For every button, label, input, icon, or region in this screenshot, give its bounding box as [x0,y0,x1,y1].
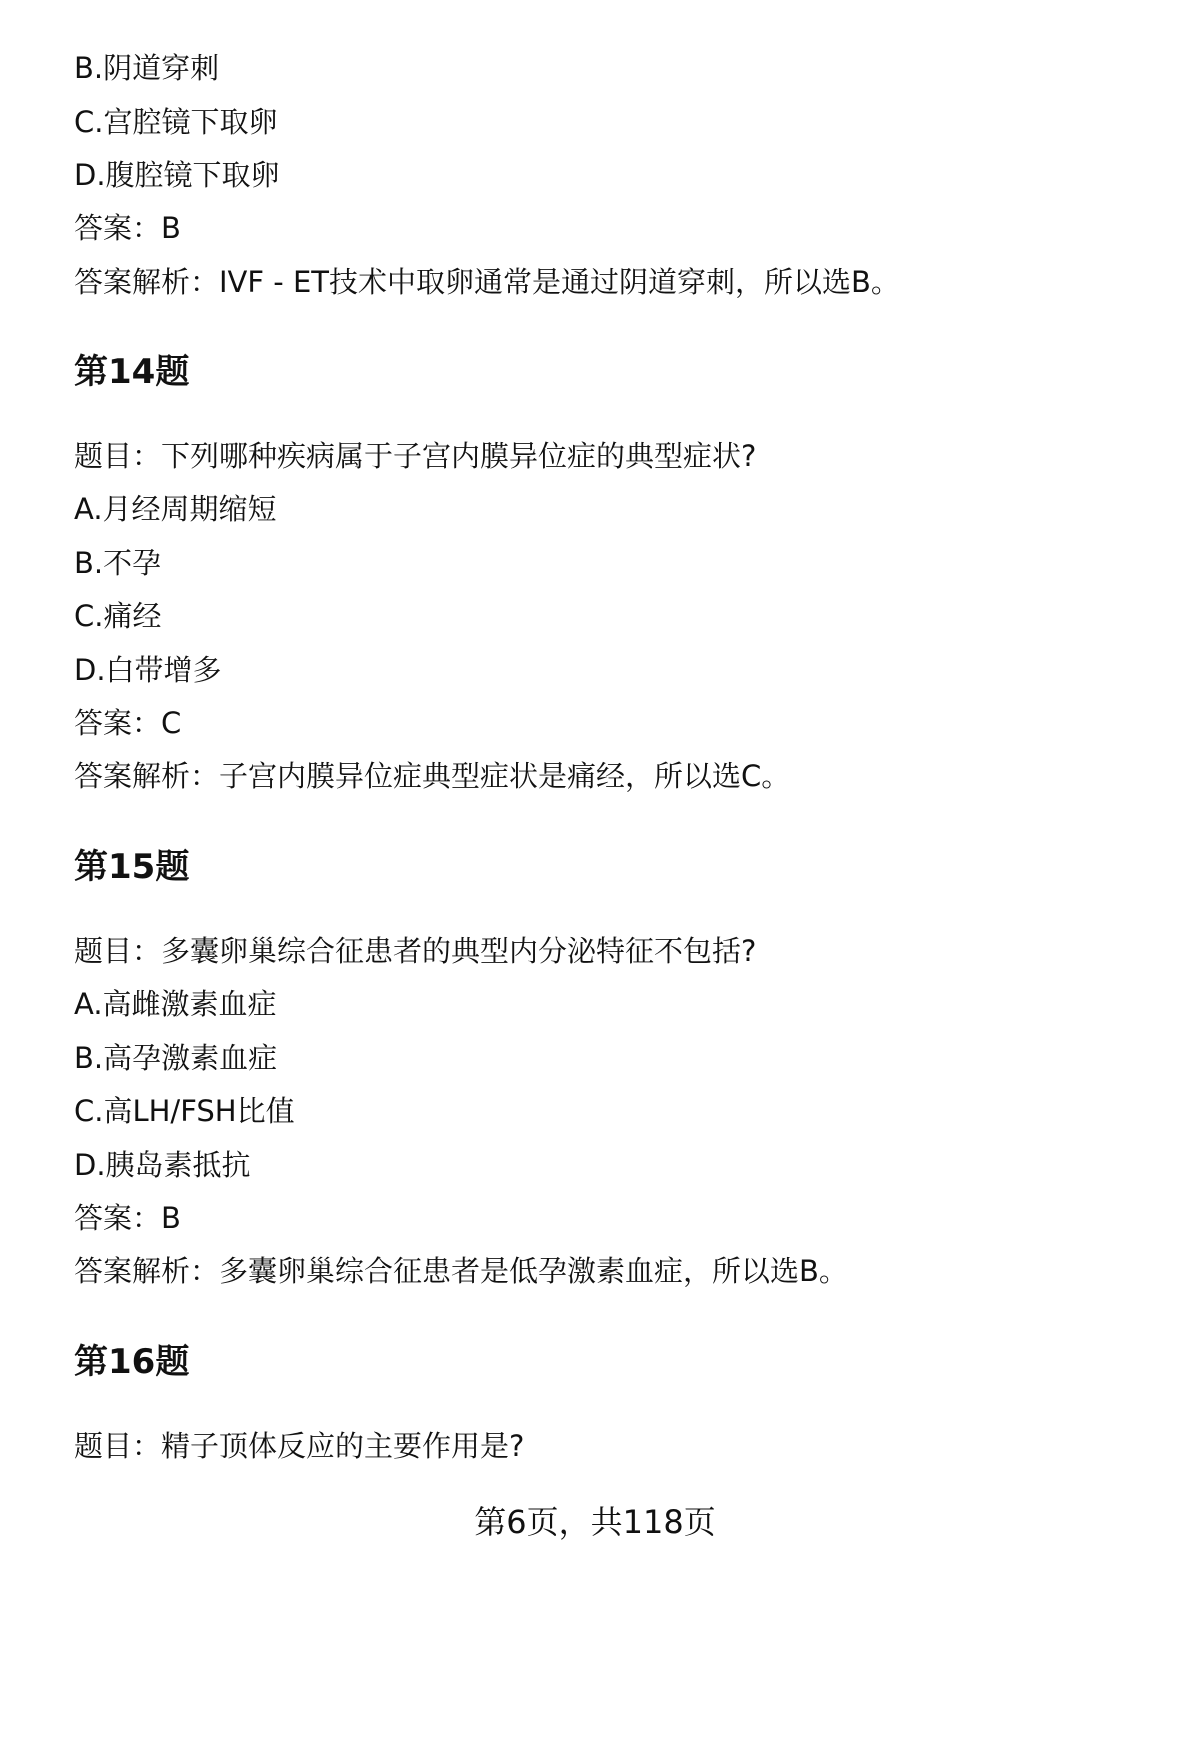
q14-option-c: C.痛经 [74,599,162,633]
q16-question: 题目：精子顶体反应的主要作用是? [74,1429,525,1463]
q14-option-d: D.白带增多 [74,653,222,687]
q16-heading: 第16题 [74,1342,190,1382]
q15-option-d: D.胰岛素抵抗 [74,1148,251,1182]
q15-option-a: A.高雌激素血症 [74,987,277,1021]
q15-option-c: C.高LH/FSH比值 [74,1094,295,1128]
q15-option-b: B.高孕激素血症 [74,1041,278,1075]
page-number-footer: 第6页，共118页 [474,1503,716,1541]
q13-option-c: C.宫腔镜下取卵 [74,105,278,139]
q14-heading: 第14题 [74,352,190,392]
q13-answer: 答案：B [74,211,181,245]
q14-option-b: B.不孕 [74,546,162,580]
q14-option-a: A.月经周期缩短 [74,492,277,526]
q13-option-d: D.腹腔镜下取卵 [74,158,280,192]
q15-question: 题目：多囊卵巢综合征患者的典型内分泌特征不包括? [74,934,757,968]
q15-heading: 第15题 [74,847,190,887]
q14-explanation: 答案解析：子宫内膜异位症典型症状是痛经，所以选C。 [74,759,791,793]
q13-explanation: 答案解析：IVF - ET技术中取卵通常是通过阴道穿刺，所以选B。 [74,265,900,299]
q13-option-b: B.阴道穿刺 [74,51,220,85]
q15-answer: 答案：B [74,1201,181,1235]
q14-answer: 答案：C [74,706,182,740]
q15-explanation: 答案解析：多囊卵巢综合征患者是低孕激素血症，所以选B。 [74,1254,848,1288]
q14-question: 题目：下列哪种疾病属于子宫内膜异位症的典型症状? [74,439,757,473]
